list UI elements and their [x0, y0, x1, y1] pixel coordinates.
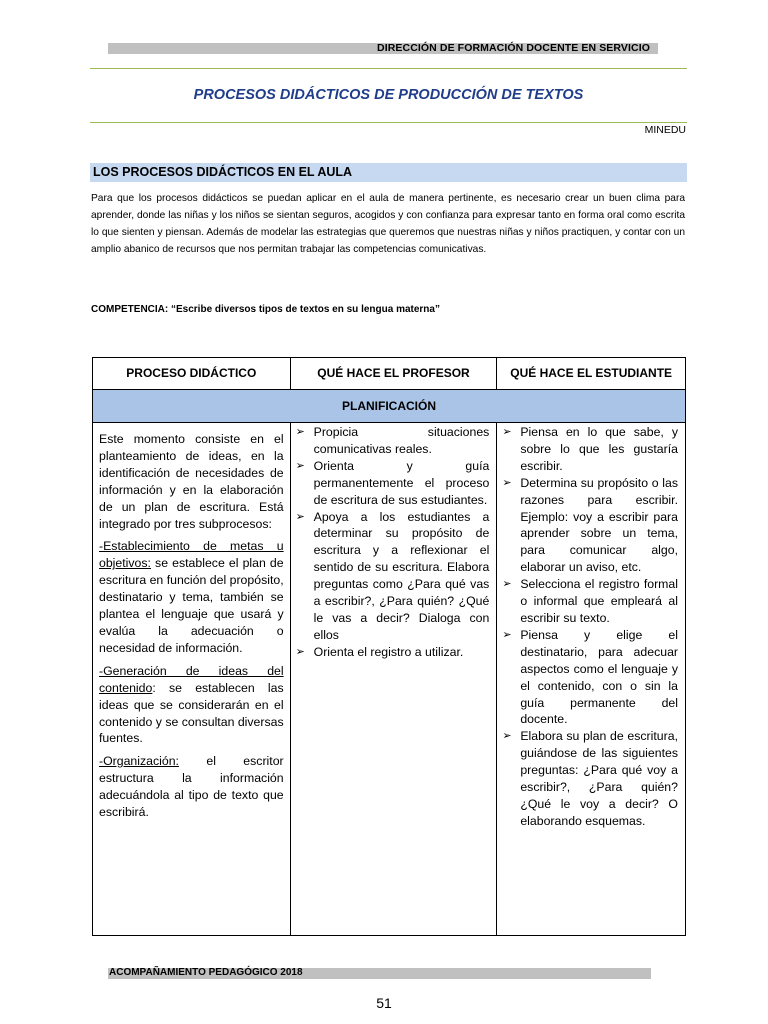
intro-paragraph: Para que los procesos didácticos se puedan aplicar en el aula de manera pertinente, es necesario crear un buen clima para aprender, donde las niñas y los niños se sientan seguros, acogidos y con confianza para expresar tanto en forma oral como escrita lo que sienten y piensan. Además de modelar las estrategias que queremos que nuestras niñas y niños practiquen, y contar con un amplio abanico de recursos que nos permitan trabajar las competencias comunicativas. — [91, 193, 685, 255]
student-list — [498, 424, 684, 830]
col-header-estudiante: QUÉ HACE EL ESTUDIANTE — [497, 358, 686, 390]
document-title: PROCESOS DIDÁCTICOS DE PRODUCCIÓN DE TEXTOS — [193, 87, 584, 103]
process-table — [92, 357, 686, 936]
subprocess-text: el escritor estructura la información adecuándola al tipo de texto que escribirá. — [99, 754, 284, 820]
subprocess-text: se establece el plan de escritura en función del propósito, destinatario y tema, también se plantea el lenguaje que usará y evalúa la adecuación o necesidad de información. — [99, 556, 284, 655]
list-item: ➢ Piensa y elige el destinatario, para adecuar aspectos como el lenguaje y el contenido, con o sin la guía permanente del docente. — [520, 627, 678, 728]
subprocess-metas — [99, 538, 284, 656]
teacher-cell — [290, 423, 497, 936]
list-item: ➢ Orienta el registro a utilizar. — [314, 644, 490, 661]
list-item: ➢ Apoya a los estudiantes a determinar su propósito de escritura y a reflexionar el sentido de su escritura. Elabora preguntas como ¿Para qué vas a escribir?, ¿Para quién? ¿Qué le vas a decir? Dialoga con ellos — [314, 509, 490, 644]
col-header-proceso: PROCESO DIDÁCTICO — [93, 358, 291, 390]
subprocess-organizacion — [99, 753, 284, 821]
list-item: ➢ Orienta y guía permanentemente el proceso de escritura de sus estudiantes. — [314, 458, 490, 509]
page-number: 51 — [376, 995, 392, 1011]
subprocess-text: : se establecen las ideas que se considerarán en el contenido y se consultan diversas fuentes. — [99, 680, 284, 746]
subprocess-title: -Organización: — [99, 754, 179, 769]
col-header-profesor: QUÉ HACE EL PROFESOR — [290, 358, 497, 390]
process-cell — [93, 423, 291, 936]
band-row — [93, 390, 686, 423]
table-row — [93, 423, 686, 936]
list-item: ➢ Selecciona el registro formal o informal que empleará al escribir su texto. — [520, 576, 678, 627]
table-header-row — [93, 358, 686, 390]
subprocess-title: -Generación de ideas del contenido — [99, 663, 284, 695]
footer-label: ACOMPAÑAMIENTO PEDAGÓGICO 2018 — [109, 967, 303, 978]
list-item: ➢ Piensa en lo que sabe, y sobre lo que les gustaría escribir. — [520, 424, 678, 475]
subprocess-title: -Establecimiento de metas u objetivos: — [99, 539, 284, 571]
author-label: MINEDU — [644, 124, 686, 136]
title-top-rule — [90, 68, 687, 69]
list-item: ➢ Elabora su plan de escritura, guiándose de las siguientes preguntas: ¿Para qué voy a escribir?, ¿Para quién? ¿Qué le voy a decir? O elaborando esquemas. — [520, 728, 678, 829]
subprocess-generacion — [99, 663, 284, 748]
list-item: ➢ Propicia situaciones comunicativas reales. — [314, 424, 490, 458]
teacher-list — [292, 424, 496, 661]
competencia-line: COMPETENCIA: “Escribe diversos tipos de textos en su lengua materna” — [91, 304, 440, 315]
section-heading: LOS PROCESOS DIDÁCTICOS EN EL AULA — [90, 163, 687, 182]
student-cell — [497, 423, 686, 936]
process-intro: Este momento consiste en el planteamiento de ideas, en la identificación de necesidades de información y en la elaboración de un plan de escritura. Está integrado por tres subprocesos: — [99, 432, 284, 531]
planificacion-band: PLANIFICACIÓN — [93, 390, 686, 423]
header-institution: DIRECCIÓN DE FORMACIÓN DOCENTE EN SERVICIO — [377, 42, 650, 54]
list-item: ➢ Determina su propósito o las razones para escribir. Ejemplo: voy a escribir para aprender sobre un tema, para comunicar algo, elaborar un aviso, etc. — [520, 475, 678, 576]
title-bottom-rule — [90, 122, 687, 123]
